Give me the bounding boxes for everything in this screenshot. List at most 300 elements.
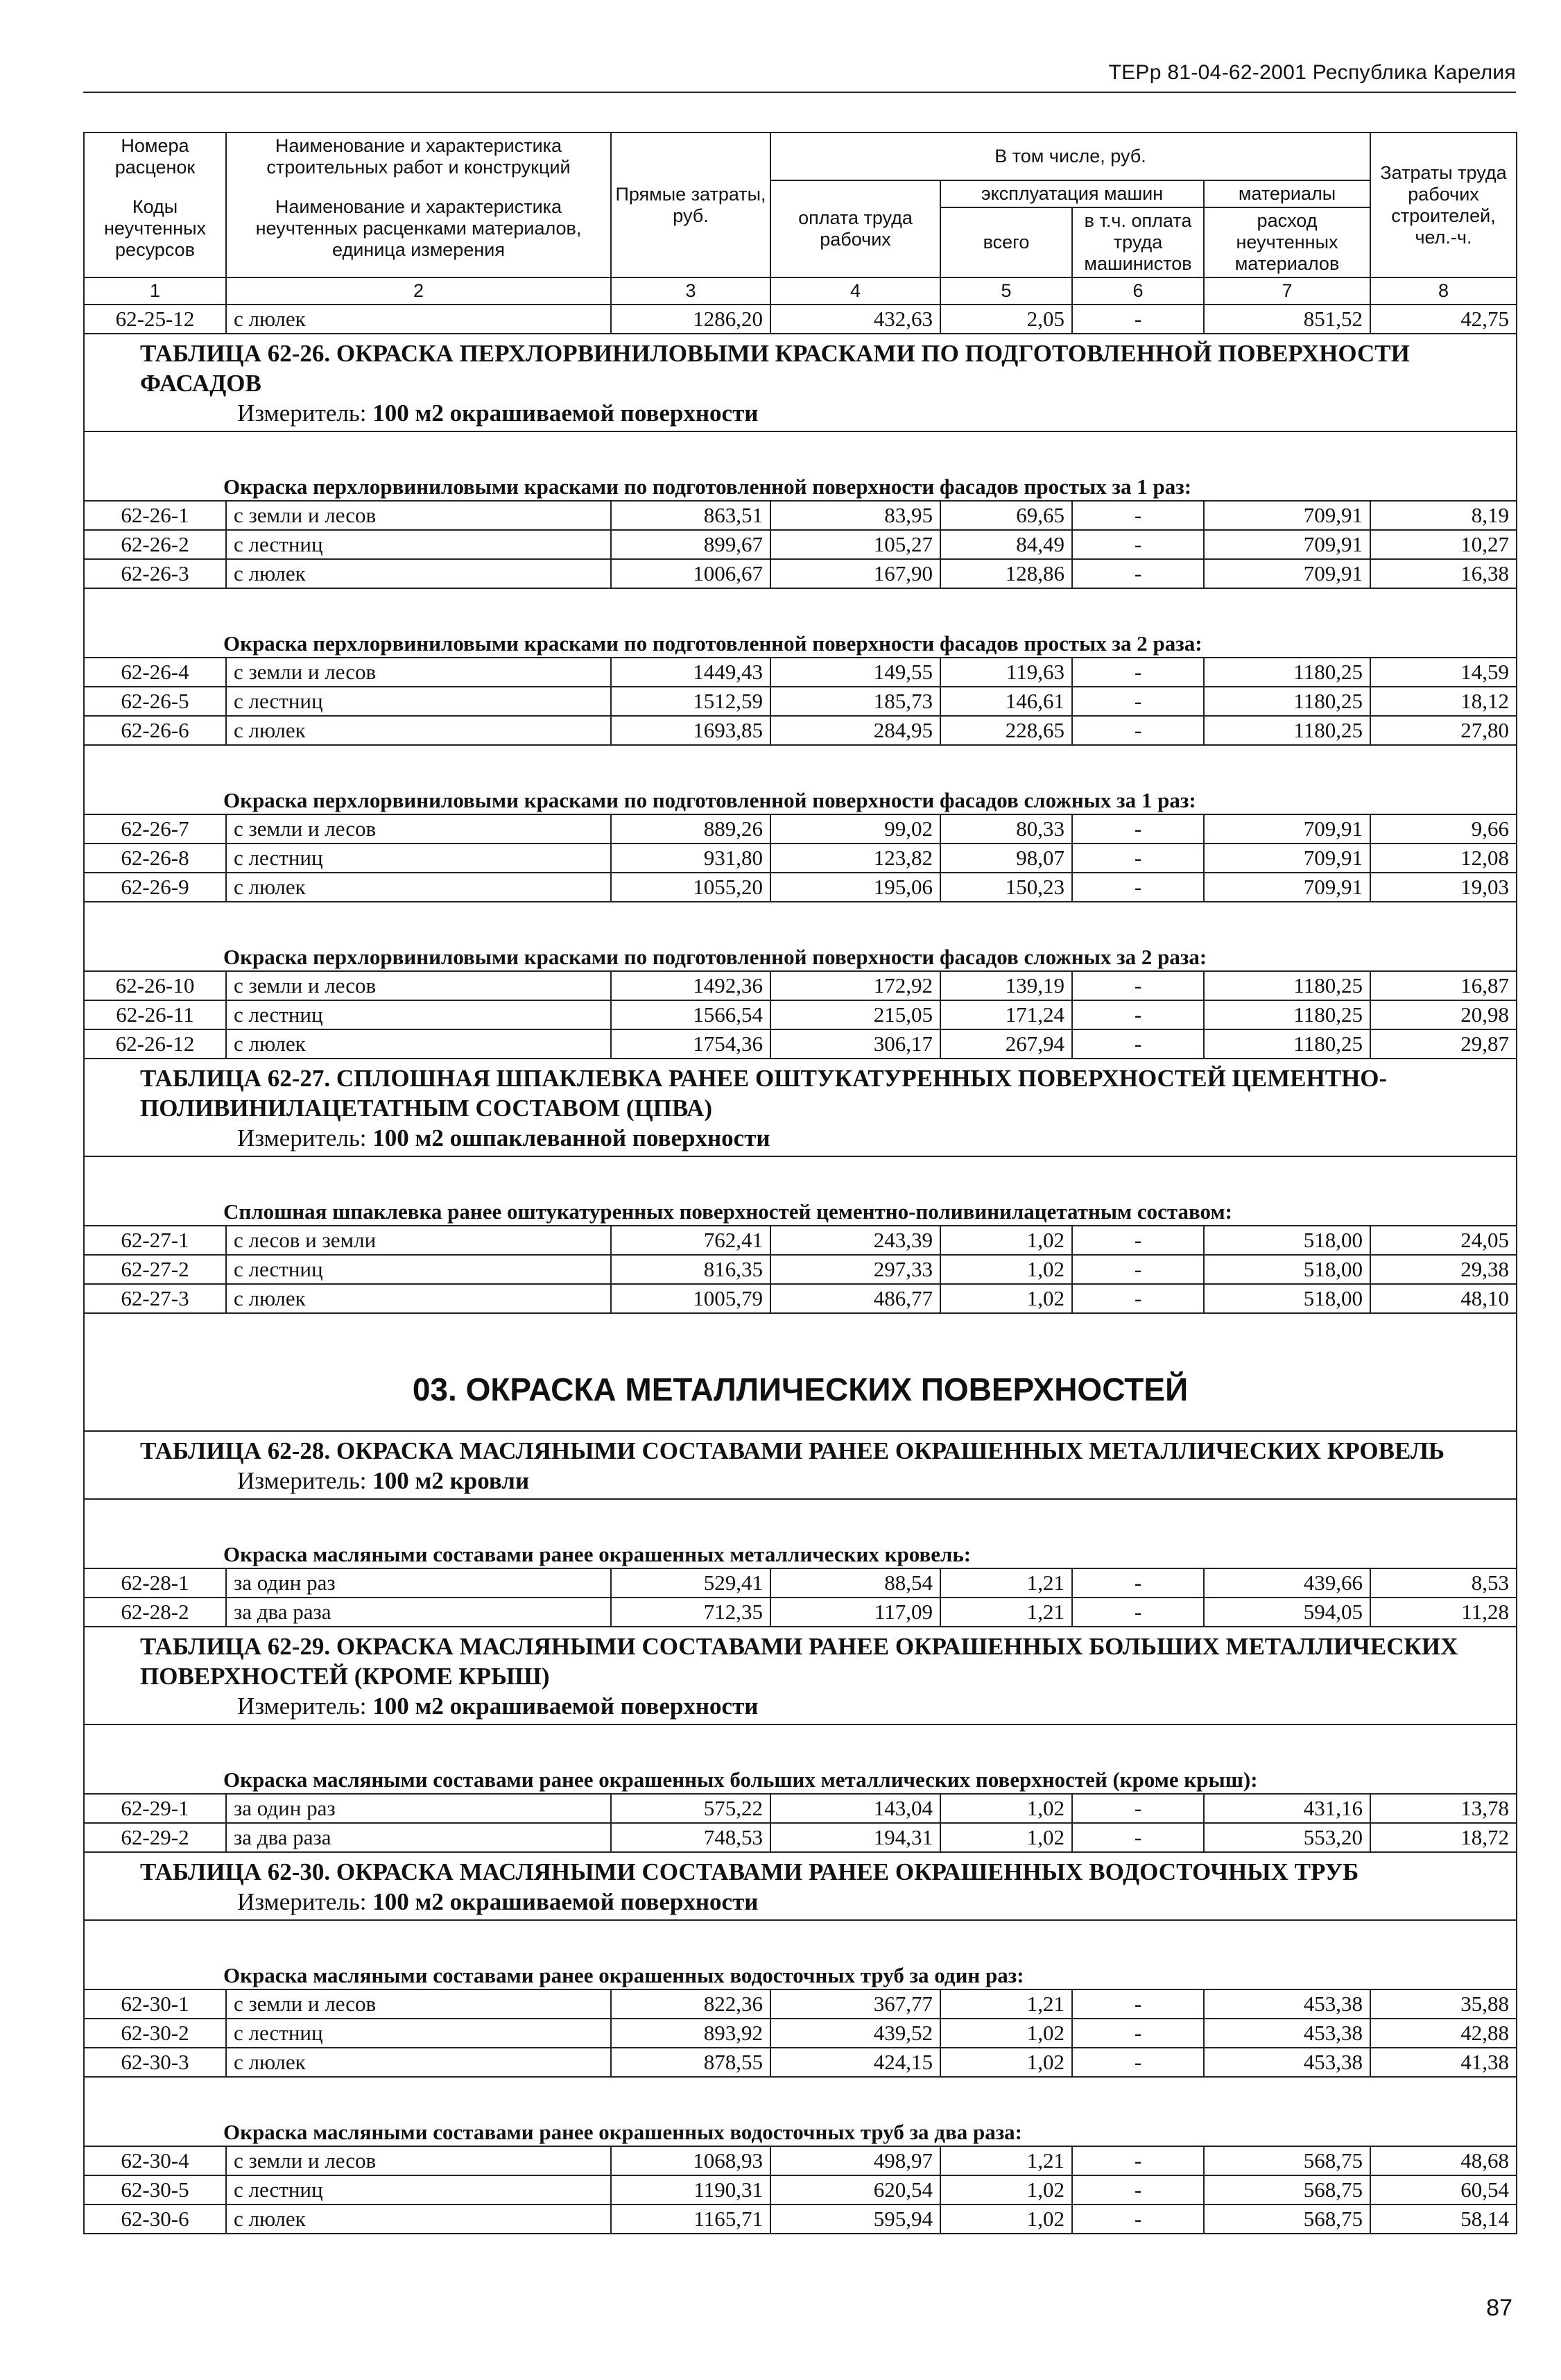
machinists-pay-cell: - xyxy=(1072,1000,1204,1029)
name-cell: за один раз xyxy=(226,1794,611,1823)
table-row xyxy=(84,305,1517,334)
machines-total-cell: 80,33 xyxy=(940,814,1072,844)
name-cell: с люлек xyxy=(226,1029,611,1059)
table-title: ТАБЛИЦА 62-27. СПЛОШНАЯ ШПАКЛЕВКА РАНЕЕ ОШТУКАТУРЕННЫХ ПОВЕРХНОСТЕЙ ЦЕМЕНТНО-ПОЛИВИНИЛАЦЕТАТНЫМ СОСТАВОМ (ЦПВА) xyxy=(140,1065,1388,1122)
machines-total-cell: 1,02 xyxy=(940,2019,1072,2048)
labor-pay-cell: 123,82 xyxy=(770,844,940,873)
page-number: 87 xyxy=(1486,2295,1512,2321)
machines-total-cell: 139,19 xyxy=(940,971,1072,1000)
machines-total-cell: 2,05 xyxy=(940,305,1072,334)
machines-total-cell: 98,07 xyxy=(940,844,1072,873)
column-number: 1 xyxy=(84,277,226,305)
measure-line xyxy=(140,398,1509,428)
direct-cost-cell: 1005,79 xyxy=(611,1284,770,1313)
labor-pay-cell: 595,94 xyxy=(770,2205,940,2234)
machinists-pay-cell: - xyxy=(1072,1568,1204,1598)
materials-cell: 518,00 xyxy=(1204,1284,1370,1313)
group-caption: Окраска перхлорвиниловыми красками по подготовленной поверхности фасадов простых за 1 раз: xyxy=(84,431,1517,501)
column-number: 7 xyxy=(1204,277,1370,305)
table-row xyxy=(84,559,1517,588)
measure-line xyxy=(140,1887,1509,1917)
machines-total-cell: 1,02 xyxy=(940,2175,1072,2205)
name-cell: с земли и лесов xyxy=(226,2146,611,2175)
name-cell: с земли и лесов xyxy=(226,971,611,1000)
name-cell: с люлек xyxy=(226,873,611,902)
group-caption: Окраска перхлорвиниловыми красками по подготовленной поверхности фасадов сложных за 2 раза: xyxy=(84,902,1517,971)
name-cell: с люлек xyxy=(226,2048,611,2077)
rates-table xyxy=(83,132,1517,2234)
machines-total-cell: 146,61 xyxy=(940,687,1072,716)
direct-cost-cell: 762,41 xyxy=(611,1226,770,1255)
name-cell: с люлек xyxy=(226,305,611,334)
machinists-pay-cell: - xyxy=(1072,2146,1204,2175)
materials-cell: 439,66 xyxy=(1204,1568,1370,1598)
machines-total-cell: 69,65 xyxy=(940,501,1072,530)
machinists-pay-cell: - xyxy=(1072,2175,1204,2205)
direct-cost-cell: 1055,20 xyxy=(611,873,770,902)
code-cell: 62-25-12 xyxy=(84,305,226,334)
column-numbers-row xyxy=(84,277,1517,305)
group-caption-row xyxy=(84,745,1517,814)
code-cell: 62-26-8 xyxy=(84,844,226,873)
labor-hours-cell: 16,38 xyxy=(1370,559,1517,588)
labor-pay-cell: 284,95 xyxy=(770,716,940,745)
measure-label: Измеритель: xyxy=(237,400,373,427)
machinists-pay-cell: - xyxy=(1072,559,1204,588)
group-caption-row xyxy=(84,588,1517,658)
column-number: 4 xyxy=(770,277,940,305)
measure-value: 100 м2 окрашиваемой поверхности xyxy=(372,1888,759,1915)
column-number: 2 xyxy=(226,277,611,305)
machinists-pay-cell: - xyxy=(1072,2048,1204,2077)
group-caption: Окраска масляными составами ранее окрашенных больших металлических поверхностей (кроме крыш): xyxy=(84,1724,1517,1794)
labor-hours-cell: 29,87 xyxy=(1370,1029,1517,1059)
table-heading-row xyxy=(84,1852,1517,1920)
machines-total-cell: 1,02 xyxy=(940,1226,1072,1255)
direct-cost-cell: 712,35 xyxy=(611,1598,770,1627)
materials-cell: 1180,25 xyxy=(1204,716,1370,745)
machines-total-cell: 1,21 xyxy=(940,1598,1072,1627)
header-ekspl: эксплуатация машин xyxy=(940,180,1204,207)
table-row xyxy=(84,1568,1517,1598)
code-cell: 62-26-9 xyxy=(84,873,226,902)
machinists-pay-cell: - xyxy=(1072,1284,1204,1313)
group-caption-row xyxy=(84,1156,1517,1226)
labor-pay-cell: 88,54 xyxy=(770,1568,940,1598)
machines-total-cell: 171,24 xyxy=(940,1000,1072,1029)
materials-cell: 453,38 xyxy=(1204,2019,1370,2048)
direct-cost-cell: 1286,20 xyxy=(611,305,770,334)
labor-pay-cell: 194,31 xyxy=(770,1823,940,1852)
labor-pay-cell: 195,06 xyxy=(770,873,940,902)
materials-cell: 1180,25 xyxy=(1204,971,1370,1000)
labor-pay-cell: 105,27 xyxy=(770,530,940,559)
labor-hours-cell: 12,08 xyxy=(1370,844,1517,873)
labor-hours-cell: 58,14 xyxy=(1370,2205,1517,2234)
materials-cell: 518,00 xyxy=(1204,1255,1370,1284)
labor-hours-cell: 13,78 xyxy=(1370,1794,1517,1823)
materials-cell: 709,91 xyxy=(1204,814,1370,844)
machinists-pay-cell: - xyxy=(1072,1794,1204,1823)
table-heading xyxy=(84,1059,1517,1156)
machines-total-cell: 119,63 xyxy=(940,658,1072,687)
column-number: 6 xyxy=(1072,277,1204,305)
labor-pay-cell: 297,33 xyxy=(770,1255,940,1284)
name-cell: с люлек xyxy=(226,559,611,588)
machinists-pay-cell: - xyxy=(1072,1598,1204,1627)
labor-pay-cell: 185,73 xyxy=(770,687,940,716)
table-body xyxy=(84,305,1517,2234)
table-heading-row xyxy=(84,1431,1517,1499)
measure-value: 100 м2 окрашиваемой поверхности xyxy=(372,1693,759,1720)
code-cell: 62-26-3 xyxy=(84,559,226,588)
table-heading-row xyxy=(84,334,1517,431)
machines-total-cell: 1,21 xyxy=(940,1568,1072,1598)
labor-hours-cell: 29,38 xyxy=(1370,1255,1517,1284)
table-row xyxy=(84,501,1517,530)
name-cell: с лестниц xyxy=(226,2175,611,2205)
code-cell: 62-26-7 xyxy=(84,814,226,844)
column-number: 5 xyxy=(940,277,1072,305)
name-cell: с земли и лесов xyxy=(226,501,611,530)
group-caption-row xyxy=(84,431,1517,501)
machines-total-cell: 1,02 xyxy=(940,2205,1072,2234)
labor-hours-cell: 35,88 xyxy=(1370,1989,1517,2019)
code-cell: 62-30-6 xyxy=(84,2205,226,2234)
name-cell: за один раз xyxy=(226,1568,611,1598)
code-cell: 62-28-1 xyxy=(84,1568,226,1598)
materials-cell: 453,38 xyxy=(1204,2048,1370,2077)
code-cell: 62-26-5 xyxy=(84,687,226,716)
materials-cell: 709,91 xyxy=(1204,501,1370,530)
machinists-pay-cell: - xyxy=(1072,844,1204,873)
table-heading xyxy=(84,1852,1517,1920)
labor-hours-cell: 41,38 xyxy=(1370,2048,1517,2077)
direct-cost-cell: 1165,71 xyxy=(611,2205,770,2234)
table-title: ТАБЛИЦА 62-30. ОКРАСКА МАСЛЯНЫМИ СОСТАВАМИ РАНЕЕ ОКРАШЕННЫХ ВОДОСТОЧНЫХ ТРУБ xyxy=(140,1858,1359,1885)
table-row xyxy=(84,2048,1517,2077)
labor-pay-cell: 243,39 xyxy=(770,1226,940,1255)
code-cell: 62-27-1 xyxy=(84,1226,226,1255)
labor-hours-cell: 9,66 xyxy=(1370,814,1517,844)
direct-cost-cell: 1449,43 xyxy=(611,658,770,687)
table-row xyxy=(84,1029,1517,1059)
machines-total-cell: 84,49 xyxy=(940,530,1072,559)
machinists-pay-cell: - xyxy=(1072,530,1204,559)
table-row xyxy=(84,844,1517,873)
measure-line xyxy=(140,1123,1509,1153)
machines-total-cell: 1,02 xyxy=(940,1794,1072,1823)
name-cell: с лестниц xyxy=(226,530,611,559)
table-row xyxy=(84,530,1517,559)
measure-line xyxy=(140,1466,1509,1496)
machines-total-cell: 1,21 xyxy=(940,2146,1072,2175)
section-title-row xyxy=(84,1313,1517,1431)
group-caption-row xyxy=(84,902,1517,971)
header-vtom: В том числе, руб. xyxy=(770,132,1370,180)
table-row xyxy=(84,873,1517,902)
labor-pay-cell: 432,63 xyxy=(770,305,940,334)
labor-hours-cell: 18,12 xyxy=(1370,687,1517,716)
name-cell: с лестниц xyxy=(226,1255,611,1284)
labor-pay-cell: 620,54 xyxy=(770,2175,940,2205)
table-row xyxy=(84,2175,1517,2205)
direct-cost-cell: 931,80 xyxy=(611,844,770,873)
group-caption: Сплошная шпаклевка ранее оштукатуренных поверхностей цементно-поливинилацетатным составом: xyxy=(84,1156,1517,1226)
name-cell: с люлек xyxy=(226,1284,611,1313)
code-cell: 62-26-12 xyxy=(84,1029,226,1059)
direct-cost-cell: 1566,54 xyxy=(611,1000,770,1029)
machines-total-cell: 1,21 xyxy=(940,1989,1072,2019)
labor-pay-cell: 83,95 xyxy=(770,501,940,530)
table-heading xyxy=(84,334,1517,431)
direct-cost-cell: 893,92 xyxy=(611,2019,770,2048)
labor-pay-cell: 424,15 xyxy=(770,2048,940,2077)
labor-hours-cell: 8,19 xyxy=(1370,501,1517,530)
table-header xyxy=(84,132,1517,305)
labor-pay-cell: 306,17 xyxy=(770,1029,940,1059)
measure-line xyxy=(140,1691,1509,1721)
name-cell: за два раза xyxy=(226,1598,611,1627)
materials-cell: 851,52 xyxy=(1204,305,1370,334)
measure-value: 100 м2 окрашиваемой поверхности xyxy=(372,400,759,427)
machinists-pay-cell: - xyxy=(1072,716,1204,745)
materials-cell: 568,75 xyxy=(1204,2146,1370,2175)
labor-pay-cell: 498,97 xyxy=(770,2146,940,2175)
table-row xyxy=(84,687,1517,716)
materials-cell: 553,20 xyxy=(1204,1823,1370,1852)
labor-pay-cell: 143,04 xyxy=(770,1794,940,1823)
labor-hours-cell: 18,72 xyxy=(1370,1823,1517,1852)
labor-pay-cell: 167,90 xyxy=(770,559,940,588)
labor-hours-cell: 42,75 xyxy=(1370,305,1517,334)
direct-cost-cell: 816,35 xyxy=(611,1255,770,1284)
group-caption: Окраска перхлорвиниловыми красками по подготовленной поверхности фасадов сложных за 1 раз: xyxy=(84,745,1517,814)
machinists-pay-cell: - xyxy=(1072,1255,1204,1284)
table-row xyxy=(84,1794,1517,1823)
code-cell: 62-30-5 xyxy=(84,2175,226,2205)
machinists-pay-cell: - xyxy=(1072,971,1204,1000)
column-number: 8 xyxy=(1370,277,1517,305)
direct-cost-cell: 899,67 xyxy=(611,530,770,559)
header-mater: материалы xyxy=(1204,180,1370,207)
machinists-pay-cell: - xyxy=(1072,305,1204,334)
machines-total-cell: 1,02 xyxy=(940,1255,1072,1284)
header-naimen2: Наименование и характеристика неучтенных расценками материалов, единица измерения xyxy=(226,180,611,277)
code-cell: 62-26-1 xyxy=(84,501,226,530)
labor-pay-cell: 367,77 xyxy=(770,1989,940,2019)
direct-cost-cell: 1512,59 xyxy=(611,687,770,716)
materials-cell: 709,91 xyxy=(1204,844,1370,873)
labor-pay-cell: 117,09 xyxy=(770,1598,940,1627)
direct-cost-cell: 1068,93 xyxy=(611,2146,770,2175)
machinists-pay-cell: - xyxy=(1072,1029,1204,1059)
materials-cell: 1180,25 xyxy=(1204,1000,1370,1029)
code-cell: 62-29-2 xyxy=(84,1823,226,1852)
materials-cell: 1180,25 xyxy=(1204,658,1370,687)
name-cell: с лестниц xyxy=(226,2019,611,2048)
table-row xyxy=(84,658,1517,687)
machines-total-cell: 150,23 xyxy=(940,873,1072,902)
machines-total-cell: 1,02 xyxy=(940,1823,1072,1852)
table-heading xyxy=(84,1431,1517,1499)
labor-hours-cell: 16,87 xyxy=(1370,971,1517,1000)
labor-hours-cell: 10,27 xyxy=(1370,530,1517,559)
machinists-pay-cell: - xyxy=(1072,2019,1204,2048)
measure-value: 100 м2 кровли xyxy=(372,1467,530,1494)
group-caption-row xyxy=(84,2077,1517,2146)
code-cell: 62-27-3 xyxy=(84,1284,226,1313)
machinists-pay-cell: - xyxy=(1072,873,1204,902)
labor-hours-cell: 48,68 xyxy=(1370,2146,1517,2175)
machinists-pay-cell: - xyxy=(1072,1989,1204,2019)
table-title: ТАБЛИЦА 62-29. ОКРАСКА МАСЛЯНЫМИ СОСТАВАМИ РАНЕЕ ОКРАШЕННЫХ БОЛЬШИХ МЕТАЛЛИЧЕСКИХ ПОВЕРХНОСТЕЙ (КРОМЕ КРЫШ) xyxy=(140,1633,1458,1690)
machinists-pay-cell: - xyxy=(1072,814,1204,844)
direct-cost-cell: 889,26 xyxy=(611,814,770,844)
table-row xyxy=(84,814,1517,844)
direct-cost-cell: 1693,85 xyxy=(611,716,770,745)
materials-cell: 709,91 xyxy=(1204,530,1370,559)
labor-hours-cell: 19,03 xyxy=(1370,873,1517,902)
measure-label: Измеритель: xyxy=(237,1467,373,1494)
table-row xyxy=(84,971,1517,1000)
code-cell: 62-28-2 xyxy=(84,1598,226,1627)
labor-hours-cell: 11,28 xyxy=(1370,1598,1517,1627)
labor-pay-cell: 149,55 xyxy=(770,658,940,687)
measure-label: Измеритель: xyxy=(237,1124,373,1152)
labor-hours-cell: 48,10 xyxy=(1370,1284,1517,1313)
materials-cell: 431,16 xyxy=(1204,1794,1370,1823)
name-cell: с лестниц xyxy=(226,844,611,873)
labor-pay-cell: 215,05 xyxy=(770,1000,940,1029)
labor-pay-cell: 172,92 xyxy=(770,971,940,1000)
materials-cell: 594,05 xyxy=(1204,1598,1370,1627)
materials-cell: 568,75 xyxy=(1204,2175,1370,2205)
group-caption: Окраска перхлорвиниловыми красками по подготовленной поверхности фасадов простых за 2 раза: xyxy=(84,588,1517,658)
table-row xyxy=(84,2146,1517,2175)
labor-hours-cell: 14,59 xyxy=(1370,658,1517,687)
header-zatraty: Затраты труда рабочих строителей, чел.-ч. xyxy=(1370,132,1517,277)
code-cell: 62-30-3 xyxy=(84,2048,226,2077)
machines-total-cell: 128,86 xyxy=(940,559,1072,588)
direct-cost-cell: 748,53 xyxy=(611,1823,770,1852)
table-row xyxy=(84,1823,1517,1852)
direct-cost-cell: 1754,36 xyxy=(611,1029,770,1059)
document-code: ТЕРр 81-04-62-2001 Республика Карелия xyxy=(1108,61,1516,84)
code-cell: 62-26-10 xyxy=(84,971,226,1000)
labor-pay-cell: 99,02 xyxy=(770,814,940,844)
labor-hours-cell: 24,05 xyxy=(1370,1226,1517,1255)
table-row xyxy=(84,1226,1517,1255)
code-cell: 62-30-1 xyxy=(84,1989,226,2019)
machines-total-cell: 228,65 xyxy=(940,716,1072,745)
name-cell: с земли и лесов xyxy=(226,1989,611,2019)
table-row xyxy=(84,1255,1517,1284)
name-cell: с люлек xyxy=(226,2205,611,2234)
header-rashod: расход неучтенных материалов xyxy=(1204,207,1370,277)
table-heading xyxy=(84,1627,1517,1724)
machinists-pay-cell: - xyxy=(1072,687,1204,716)
labor-hours-cell: 20,98 xyxy=(1370,1000,1517,1029)
name-cell: за два раза xyxy=(226,1823,611,1852)
direct-cost-cell: 1006,67 xyxy=(611,559,770,588)
measure-label: Измеритель: xyxy=(237,1888,373,1915)
materials-cell: 709,91 xyxy=(1204,559,1370,588)
name-cell: с лесов и земли xyxy=(226,1226,611,1255)
table-heading-row xyxy=(84,1059,1517,1156)
machines-total-cell: 1,02 xyxy=(940,1284,1072,1313)
materials-cell: 709,91 xyxy=(1204,873,1370,902)
name-cell: с лестниц xyxy=(226,1000,611,1029)
name-cell: с лестниц xyxy=(226,687,611,716)
table-row xyxy=(84,1598,1517,1627)
direct-cost-cell: 878,55 xyxy=(611,2048,770,2077)
code-cell: 62-27-2 xyxy=(84,1255,226,1284)
section-title: 03. ОКРАСКА МЕТАЛЛИЧЕСКИХ ПОВЕРХНОСТЕЙ xyxy=(84,1313,1517,1431)
code-cell: 62-26-4 xyxy=(84,658,226,687)
name-cell: с земли и лесов xyxy=(226,814,611,844)
labor-pay-cell: 439,52 xyxy=(770,2019,940,2048)
table-row xyxy=(84,2205,1517,2234)
table-row xyxy=(84,2019,1517,2048)
machines-total-cell: 267,94 xyxy=(940,1029,1072,1059)
group-caption: Окраска масляными составами ранее окрашенных металлических кровель: xyxy=(84,1499,1517,1568)
name-cell: с земли и лесов xyxy=(226,658,611,687)
header-rule xyxy=(83,92,1516,93)
table-row xyxy=(84,1000,1517,1029)
machinists-pay-cell: - xyxy=(1072,1823,1204,1852)
labor-pay-cell: 486,77 xyxy=(770,1284,940,1313)
table-title: ТАБЛИЦА 62-28. ОКРАСКА МАСЛЯНЫМИ СОСТАВАМИ РАНЕЕ ОКРАШЕННЫХ МЕТАЛЛИЧЕСКИХ КРОВЕЛЬ xyxy=(140,1437,1445,1464)
materials-cell: 518,00 xyxy=(1204,1226,1370,1255)
measure-label: Измеритель: xyxy=(237,1693,373,1720)
group-caption-row xyxy=(84,1724,1517,1794)
direct-cost-cell: 529,41 xyxy=(611,1568,770,1598)
direct-cost-cell: 863,51 xyxy=(611,501,770,530)
direct-cost-cell: 1190,31 xyxy=(611,2175,770,2205)
materials-cell: 1180,25 xyxy=(1204,1029,1370,1059)
header-pryamye: Прямые затраты, руб. xyxy=(611,132,770,277)
name-cell: с люлек xyxy=(226,716,611,745)
header-kody: Коды неучтенных ресурсов xyxy=(84,180,226,277)
table-row xyxy=(84,1284,1517,1313)
machinists-pay-cell: - xyxy=(1072,1226,1204,1255)
table-row xyxy=(84,716,1517,745)
code-cell: 62-30-2 xyxy=(84,2019,226,2048)
column-number: 3 xyxy=(611,277,770,305)
machinists-pay-cell: - xyxy=(1072,2205,1204,2234)
table-title: ТАБЛИЦА 62-26. ОКРАСКА ПЕРХЛОРВИНИЛОВЫМИ КРАСКАМИ ПО ПОДГОТОВЛЕННОЙ ПОВЕРХНОСТИ ФАСАДОВ xyxy=(140,340,1410,397)
code-cell: 62-26-6 xyxy=(84,716,226,745)
labor-hours-cell: 42,88 xyxy=(1370,2019,1517,2048)
header-vsego: всего xyxy=(940,207,1072,277)
labor-hours-cell: 8,53 xyxy=(1370,1568,1517,1598)
table-heading-row xyxy=(84,1627,1517,1724)
code-cell: 62-26-2 xyxy=(84,530,226,559)
direct-cost-cell: 1492,36 xyxy=(611,971,770,1000)
direct-cost-cell: 822,36 xyxy=(611,1989,770,2019)
header-naimen: Наименование и характеристика строительных работ и конструкций xyxy=(226,132,611,180)
header-oplata: оплата труда рабочих xyxy=(770,180,940,277)
measure-value: 100 м2 ошпаклеванной поверхности xyxy=(372,1124,770,1152)
code-cell: 62-30-4 xyxy=(84,2146,226,2175)
group-caption: Окраска масляными составами ранее окрашенных водосточных труб за один раз: xyxy=(84,1920,1517,1989)
materials-cell: 453,38 xyxy=(1204,1989,1370,2019)
code-cell: 62-26-11 xyxy=(84,1000,226,1029)
group-caption: Окраска масляными составами ранее окрашенных водосточных труб за два раза: xyxy=(84,2077,1517,2146)
machinists-pay-cell: - xyxy=(1072,501,1204,530)
header-vtch: в т.ч. оплата труда машинистов xyxy=(1072,207,1204,277)
